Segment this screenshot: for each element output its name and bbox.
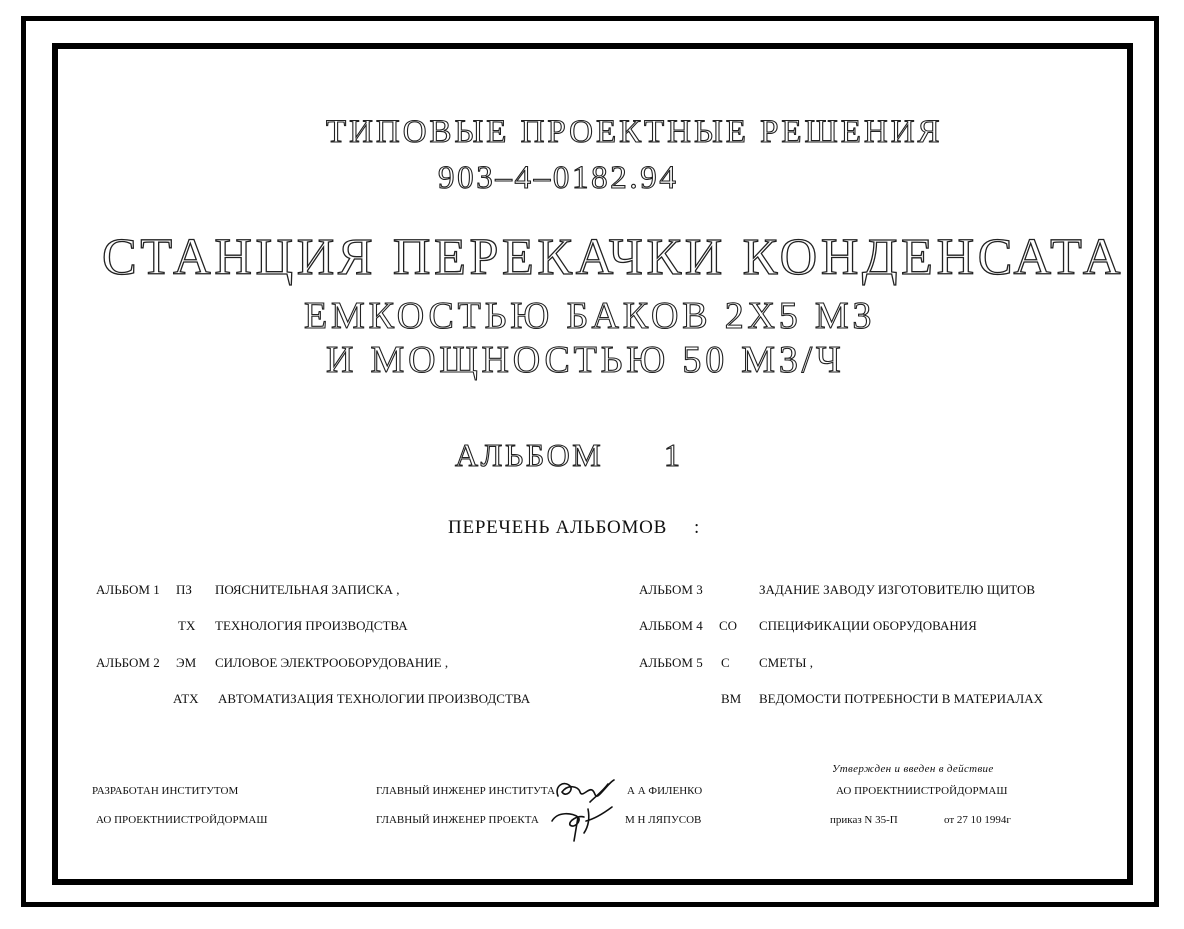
- section-name: АВТОМАТИЗАЦИЯ ТЕХНОЛОГИИ ПРОИЗВОДСТВА: [218, 691, 531, 706]
- section-code: АТХ: [173, 691, 199, 706]
- section-name: ВЕДОМОСТИ ПОТРЕБНОСТИ В МАТЕРИАЛАХ: [759, 691, 1043, 706]
- approved-by: АО ПРОЕКТНИИСТРОЙДОРМАШ: [836, 785, 1008, 797]
- developer-name: АО ПРОЕКТНИИСТРОЙДОРМАШ: [96, 814, 268, 826]
- section-code: С: [721, 655, 730, 670]
- section-name: ЗАДАНИЕ ЗАВОДУ ИЗГОТОВИТЕЛЮ ЩИТОВ: [759, 582, 1036, 597]
- albums-list-heading: ПЕРЕЧЕНЬ АЛЬБОМОВ: [448, 517, 668, 538]
- section-code: ТХ: [178, 618, 196, 633]
- album-number-label: АЛЬБОМ 5: [639, 655, 703, 670]
- developed-by-label: РАЗРАБОТАН ИНСТИТУТОМ: [92, 785, 239, 797]
- signature-lyapusov: [548, 803, 618, 843]
- section-code: ЭМ: [176, 655, 197, 670]
- chief-engineer-project-name: М Н ЛЯПУСОВ: [625, 814, 702, 826]
- album-label: АЛЬБОМ: [455, 437, 604, 473]
- series-title: ТИПОВЫЕ ПРОЕКТНЫЕ РЕШЕНИЯ: [326, 114, 943, 150]
- chief-engineer-institute-name: А А ФИЛЕНКО: [627, 785, 703, 797]
- albums-list-colon: :: [694, 517, 700, 538]
- order-date: от 27 10 1994г: [944, 814, 1011, 826]
- album-number-label: АЛЬБОМ 4: [639, 618, 703, 633]
- chief-engineer-institute-label: ГЛАВНЫЙ ИНЖЕНЕР ИНСТИТУТА: [376, 785, 556, 797]
- project-code: 903–4–0182.94: [438, 160, 679, 196]
- album-number-label: АЛЬБОМ 1: [96, 582, 160, 597]
- order-number: приказ N 35-П: [830, 814, 898, 826]
- album-number-label: АЛЬБОМ 3: [639, 582, 703, 597]
- section-name: СМЕТЫ ,: [759, 655, 813, 670]
- approved-label: Утвержден и введен в действие: [832, 763, 994, 775]
- section-code: ВМ: [721, 691, 742, 706]
- section-name: ПОЯСНИТЕЛЬНАЯ ЗАПИСКА ,: [215, 582, 400, 597]
- album-number: 1: [664, 437, 682, 473]
- document-title: СТАНЦИЯ ПЕРЕКАЧКИ КОНДЕНСАТА: [102, 229, 1125, 286]
- section-name: СИЛОВОЕ ЭЛЕКТРООБОРУДОВАНИЕ ,: [215, 655, 449, 670]
- section-name: ТЕХНОЛОГИЯ ПРОИЗВОДСТВА: [215, 618, 408, 633]
- section-code: СО: [719, 618, 738, 633]
- section-name: СПЕЦИФИКАЦИИ ОБОРУДОВАНИЯ: [759, 618, 977, 633]
- chief-engineer-project-label: ГЛАВНЫЙ ИНЖЕНЕР ПРОЕКТА: [376, 814, 539, 826]
- document-subtitle-1: ЕМКОСТЬЮ БАКОВ 2Х5 М3: [304, 295, 876, 337]
- section-code: ПЗ: [176, 582, 192, 597]
- document-subtitle-2: И МОЩНОСТЬЮ 50 М3/Ч: [326, 339, 845, 381]
- album-number-label: АЛЬБОМ 2: [96, 655, 160, 670]
